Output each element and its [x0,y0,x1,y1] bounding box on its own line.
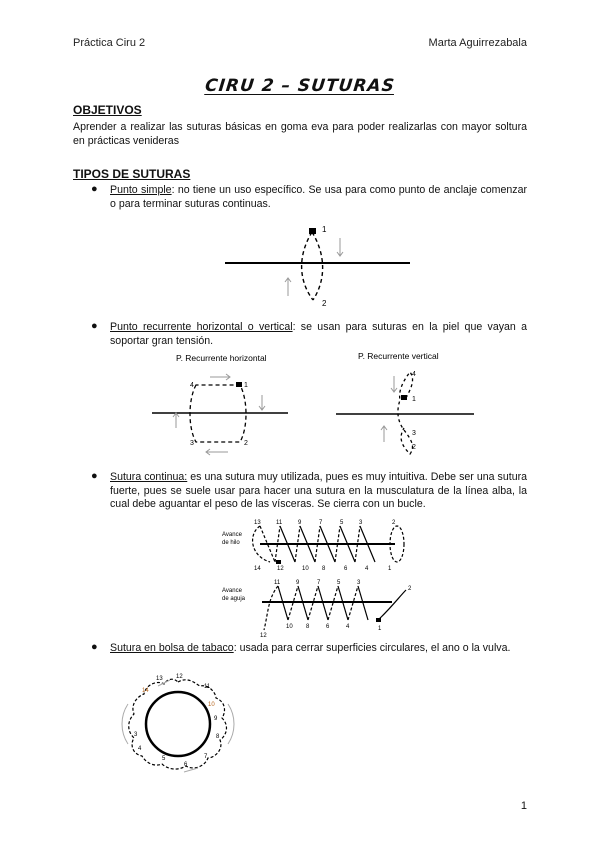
n: 3 [359,520,363,526]
n: 7 [204,754,208,760]
n: 10 [302,566,309,572]
knot-v [401,395,407,400]
item-name: Punto simple [110,184,172,196]
item-punto-recurrente [110,321,527,348]
item-name: Sutura en bolsa de tabaco [110,642,234,654]
bullet-dot: ● [91,183,98,195]
item-sutura-continua [110,471,527,512]
n: 7 [317,580,321,586]
section-tipos-heading: TIPOS DE SUTURAS [73,167,191,181]
n: 6 [184,762,188,768]
h-label-3: 3 [190,440,194,447]
label-2: 2 [322,299,327,308]
n: 9 [214,716,218,722]
n: 8 [306,624,310,630]
n: 3 [357,580,361,586]
horizontal-title: P. Recurrente horizontal [176,353,267,363]
item-text: : se usan para suturas en la piel que vayan a soportar gran tensión. [110,321,527,347]
n: 11 [276,520,283,526]
n: 9 [298,520,302,526]
n: 4 [346,624,350,630]
n: 13 [156,676,163,682]
header-left: Práctica Ciru 2 [73,37,146,49]
n: 12 [176,674,183,680]
n: 8 [322,566,326,572]
bullet-dot: ● [91,470,98,482]
knot-top [276,560,281,564]
header-right: Marta Aguirrezabala [428,37,527,49]
n: 6 [326,624,330,630]
n: 11 [204,684,211,690]
h-label-2: 2 [244,440,248,447]
n: 5 [340,520,344,526]
top-numbers [254,520,396,572]
avance-hilo-line1: Avance [222,532,242,538]
n: 4 [365,566,369,572]
n: 10 [286,624,293,630]
item-bolsa-de-tabaco [110,642,527,656]
section-objetivos-heading: OBJETIVOS [73,103,142,117]
n: 5 [337,580,341,586]
n: 4 [138,746,142,752]
arrows [122,680,234,772]
item-punto-simple [110,184,527,211]
n: 5 [162,756,166,762]
page-title: CIRU 2 – SUTURAS [204,76,396,96]
figure-punto-recurrente [148,350,478,465]
figure-sutura-continua [220,514,425,644]
knot-h [236,382,242,387]
item-name: Punto recurrente horizontal o vertical [110,321,293,333]
v-label-2: 2 [412,444,416,451]
n: 11 [274,580,281,586]
n: 10 [208,702,215,708]
n: 12 [277,566,284,572]
n: 2 [408,586,412,592]
n: 7 [319,520,323,526]
n: 13 [254,520,261,526]
arrows [285,238,343,296]
objetivos-text: Aprender a realizar las suturas básicas en goma eva para poder realizarlas con mayor soltura en prácticas venideras [73,121,527,147]
avance-hilo-line2: de hilo [222,540,240,546]
item-name: Sutura continua: [110,471,188,483]
item-text: es una sutura muy utilizada, pues es muy intuitiva. Debe ser una sutura fuerte, pues se suele usar para hacer una sutura en la musculatura de la línea alba, la cual debe aguantar el peso de las vísceras. Se cierra con un bucle. [110,471,528,510]
knot-bottom [376,618,381,622]
h-label-4: 4 [190,382,194,389]
n: 2 [392,520,396,526]
n: 9 [296,580,300,586]
v-label-1: 1 [412,396,416,403]
page-number: 1 [520,800,527,812]
n: 12 [260,633,267,639]
knot [309,228,316,234]
n: 14 [142,688,149,694]
n: 6 [344,566,348,572]
n: 1 [378,626,382,632]
item-text: : no tiene un uso específico. Se usa para como punto de anclaje comenzar o para terminar suturas continuas. [110,184,527,210]
arrows-v [381,376,397,442]
stitch-right [312,232,323,300]
figure-bolsa-de-tabaco [118,672,238,776]
n: 14 [254,566,261,572]
vertical-title: P. Recurrente vertical [358,351,439,361]
avance-aguja-line1: Avance [222,588,242,594]
h-label-1: 1 [244,382,248,389]
n: 3 [134,732,138,738]
circular-opening [146,692,210,756]
v-label-3: 3 [412,430,416,437]
bullet-dot: ● [91,320,98,332]
stitch-left [302,232,313,300]
v-label-4: 4 [412,371,416,378]
stitch-v [398,372,413,454]
figure-punto-simple [220,220,420,310]
arrows-h [173,374,265,455]
bullet-dot: ● [91,641,98,653]
item-text: : usada para cerrar superficies circulares, el ano o la vulva. [233,642,511,654]
n: 8 [216,734,220,740]
label-1: 1 [322,225,327,234]
n: 1 [388,566,392,572]
avance-aguja-line2: de aguja [222,596,246,602]
